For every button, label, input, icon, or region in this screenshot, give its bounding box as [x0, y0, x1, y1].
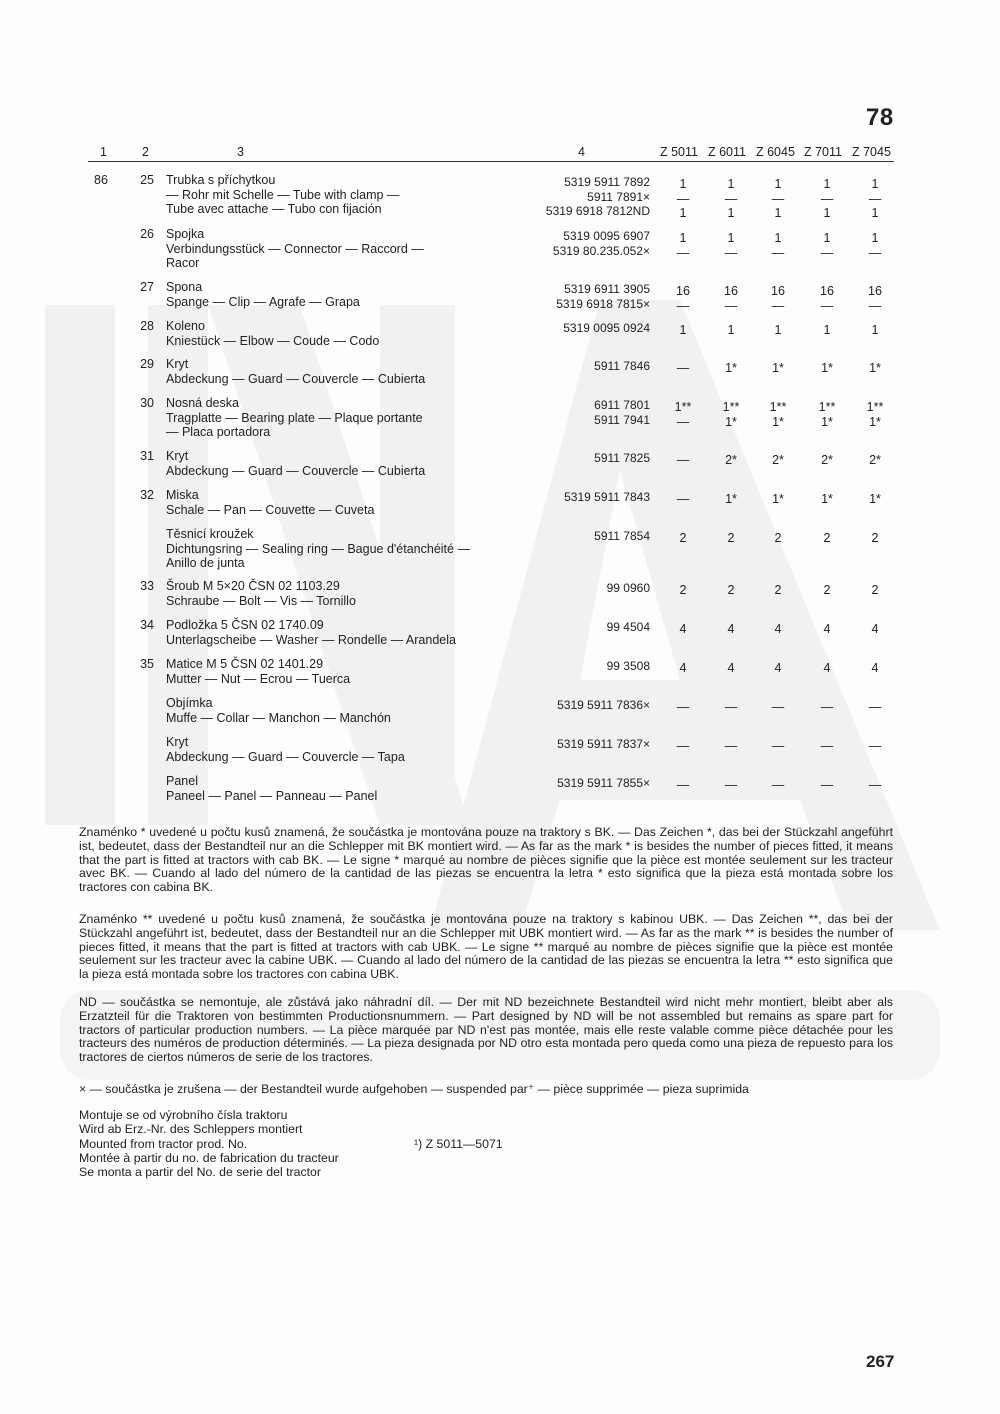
- description-line: Abdeckung — Guard — Couvercle — Cubierta: [166, 463, 426, 478]
- part-description: [166, 527, 526, 571]
- description-line: Abdeckung — Guard — Couvercle — Tapa: [166, 749, 405, 764]
- quantity-cell: 1: [823, 177, 831, 191]
- description-line: Kryt: [166, 449, 189, 463]
- part-number: 5319 5911 7836×: [557, 698, 650, 712]
- note-star: Znaménko * uvedené u počtu kusů znamená, že součástka je montována pouze na traktory s BK. — Das Zeichen *, das bei der Stückzahl angeführt ist, bedeutet, dass der Bestandteil nur an die Schlepper mit BK montiert wird. — As far as the mark * is besides the number of pieces fitted, it means that the part is fitted at tractors with cab BK. — Le signe * marqué au nombre de pièces signifie que la pièce est montée seulement sur les tracteur avec BK. — Cuando al lado del número de la cantidad de las piezas se encuentra la letra * esto significa que la pieza está montada sobre los tractores con cabina BK.: [79, 825, 893, 895]
- description-line: Kniestück — Elbow — Coude — Codo: [166, 333, 380, 348]
- quantity-cell: 1: [774, 231, 782, 245]
- quantity-row: [660, 206, 900, 221]
- part-number: 99 0960: [606, 581, 650, 595]
- quantity-cell: 1: [679, 323, 687, 337]
- quantity-cell: 1: [679, 231, 687, 245]
- part-number: 5319 5911 7855×: [557, 776, 650, 790]
- quantity-cell: 1*: [725, 414, 737, 429]
- quantity-cell: —: [676, 245, 690, 260]
- description-line: Kryt: [166, 357, 189, 371]
- quantity-cell: —: [676, 453, 690, 467]
- quantity-cell: 4: [679, 661, 687, 675]
- quantity-cell: —: [771, 739, 785, 753]
- quantity-cell: —: [724, 298, 738, 313]
- quantity-cell: 1*: [869, 414, 881, 429]
- part-description: [166, 173, 526, 217]
- quantity-cell: —: [820, 298, 834, 313]
- position-number: 29: [140, 357, 154, 371]
- description-line: Abdeckung — Guard — Couvercle — Cubierta: [166, 371, 426, 386]
- quantity-cell: 1: [823, 206, 831, 220]
- quantity-cell: 16: [868, 284, 882, 298]
- description-line: Podložka 5 ČSN 02 1740.09: [166, 618, 324, 632]
- quantity-cell: 4: [679, 622, 687, 636]
- quantity-cell: 2*: [869, 453, 881, 467]
- col-header-partno: 4: [578, 145, 585, 159]
- quantity-row: [660, 778, 900, 793]
- quantity-row: [660, 323, 900, 338]
- mounting-note: [79, 1108, 339, 1179]
- quantity-cell: 1: [774, 206, 782, 220]
- part-number: 5911 7941: [594, 412, 650, 427]
- col-header-ref: 1: [100, 145, 107, 159]
- quantity-row: [660, 246, 900, 261]
- quantity-cell: 2*: [772, 453, 784, 467]
- part-number: 5319 6911 3905: [564, 282, 650, 296]
- quantity-cell: —: [820, 191, 834, 206]
- col-header-model: Z 6011: [708, 145, 746, 159]
- quantity-cell: 2: [823, 583, 831, 597]
- quantity-row: [660, 492, 900, 507]
- description-line: Objímka: [166, 696, 213, 710]
- quantity-cell: —: [724, 739, 738, 753]
- quantity-cell: 4: [727, 622, 735, 636]
- part-description: [166, 735, 526, 764]
- quantity-row: [660, 583, 900, 598]
- quantity-cell: 1**: [674, 400, 692, 414]
- position-number: 28: [140, 319, 154, 333]
- quantity-cell: 2: [871, 531, 879, 545]
- note-double-star: Znaménko ** uvedené u počtu kusů znamená, že součástka je montována pouze na traktory s kabinou UBK. — Das Zeichen **, das bei der Stückzahl angeführt ist, bedeutet, dass der Bestandteil nur an die Schlepper mit UBK montiert wird. — As far as the mark ** is besides the number of pieces fitted, it means that the part is fitted at tractors with cab UBK. — Le signe ** marqué au nombre de pièces signifie que la pièce est montée seulement sur les tracteur avec la cabine UBK. — Cuando al lado del número de la cantidad de las piezas se encuentra la letra ** esto significa que la pieza está montada sobre los tractores con cabina UBK.: [79, 912, 893, 982]
- quantity-row: [660, 231, 900, 246]
- quantity-cell: —: [868, 700, 882, 714]
- description-line: Tragplatte — Bearing plate — Plaque portante: [166, 410, 423, 425]
- quantity-cell: —: [771, 191, 785, 206]
- part-description: [166, 280, 526, 309]
- quantity-row: [660, 739, 900, 754]
- part-number: 99 3508: [606, 659, 650, 673]
- quantity-cell: 1*: [725, 492, 737, 506]
- quantity-cell: —: [771, 700, 785, 714]
- position-number: 34: [140, 618, 154, 632]
- quantity-cell: 16: [676, 284, 690, 298]
- part-number: 5319 5911 7843: [564, 490, 650, 504]
- part-number: 5319 0095 6907: [563, 229, 650, 243]
- quantity-cell: 1: [871, 206, 879, 220]
- quantity-cell: —: [820, 700, 834, 714]
- quantity-cell: 1**: [866, 400, 884, 414]
- quantity-cell: 1: [727, 177, 735, 191]
- quantity-cell: 1: [727, 231, 735, 245]
- quantity-cell: 1: [871, 323, 879, 337]
- part-description: [166, 696, 526, 725]
- position-number: 30: [140, 396, 154, 410]
- quantity-cell: 16: [724, 284, 738, 298]
- quantity-cell: —: [820, 739, 834, 753]
- description-line: Racor: [166, 256, 200, 270]
- quantity-cell: —: [676, 700, 690, 714]
- quantity-cell: —: [676, 778, 690, 792]
- quantity-cell: 1*: [725, 361, 737, 375]
- description-line: Koleno: [166, 319, 205, 333]
- part-number: 99 4504: [606, 620, 650, 634]
- mounting-line: Montuje se od výrobního čísla traktoru: [79, 1108, 288, 1122]
- quantity-cell: 1**: [769, 400, 787, 414]
- quantity-cell: —: [676, 191, 690, 206]
- part-description: [166, 657, 526, 686]
- page-number: 78: [866, 104, 894, 131]
- quantity-cell: 2: [871, 583, 879, 597]
- part-description: [166, 449, 526, 478]
- description-line: Panel: [166, 774, 198, 788]
- quantity-cell: 1: [871, 177, 879, 191]
- description-line: Schale — Pan — Couvette — Cuveta: [166, 502, 375, 517]
- col-header-desc: 3: [237, 145, 244, 159]
- quantity-row: [660, 400, 900, 415]
- part-number: 5319 6918 7815×: [556, 296, 650, 311]
- quantity-cell: 4: [727, 661, 735, 675]
- part-description: [166, 774, 526, 803]
- col-header-pos: 2: [142, 145, 149, 159]
- part-number: 5911 7846: [594, 359, 650, 373]
- quantity-cell: —: [676, 739, 690, 753]
- quantity-cell: 2: [823, 531, 831, 545]
- mounting-reference: ¹) Z 5011—5071: [414, 1137, 503, 1151]
- quantity-cell: 1: [727, 206, 735, 220]
- part-number: 5911 7854: [594, 529, 650, 543]
- quantity-cell: 1: [823, 323, 831, 337]
- quantity-cell: 2: [774, 583, 782, 597]
- quantity-cell: —: [771, 245, 785, 260]
- quantity-cell: 1*: [772, 492, 784, 506]
- description-line: Paneel — Panel — Panneau — Panel: [166, 788, 378, 803]
- part-description: [166, 319, 526, 348]
- quantity-row: [660, 531, 900, 546]
- mounting-line: Se monta a partir del No. de serie del tractor: [79, 1165, 321, 1180]
- description-line: Kryt: [166, 735, 189, 749]
- quantity-cell: —: [868, 739, 882, 753]
- quantity-cell: —: [676, 414, 690, 429]
- part-number: 5319 6918 7812ND: [545, 204, 650, 218]
- quantity-cell: 2: [727, 583, 735, 597]
- quantity-cell: —: [676, 361, 690, 375]
- part-number: 5911 7891×: [587, 189, 650, 204]
- description-line: — Rohr mit Schelle — Tube with clamp —: [166, 187, 400, 202]
- header-rule: [88, 161, 894, 162]
- footer-page-number: 267: [866, 1352, 895, 1371]
- quantity-cell: 1*: [772, 361, 784, 375]
- mounting-line: Montée à partir du no. de fabrication du tracteur: [79, 1150, 339, 1165]
- description-line: Verbindungsstück — Connector — Raccord —: [166, 241, 424, 256]
- quantity-cell: 4: [823, 661, 831, 675]
- quantity-row: [660, 453, 900, 468]
- description-line: Spona: [166, 280, 203, 294]
- quantity-cell: 2: [679, 531, 687, 545]
- description-line: Anillo de junta: [166, 556, 245, 570]
- quantity-cell: 4: [823, 622, 831, 636]
- part-number: 6911 7801: [594, 398, 650, 412]
- part-number: 5319 0095 0924: [563, 321, 650, 335]
- quantity-cell: 2*: [725, 453, 737, 467]
- quantity-cell: 16: [820, 284, 834, 298]
- quantity-cell: —: [724, 700, 738, 714]
- quantity-cell: 1: [871, 231, 879, 245]
- quantity-cell: 2: [774, 531, 782, 545]
- quantity-cell: 1**: [722, 400, 740, 414]
- quantity-cell: 4: [871, 661, 879, 675]
- quantity-cell: 1: [774, 177, 782, 191]
- part-number: 5319 80.235.052×: [552, 243, 650, 258]
- quantity-cell: 1*: [821, 492, 833, 506]
- col-header-model: Z 7045: [852, 145, 891, 159]
- description-line: Nosná deska: [166, 396, 239, 410]
- col-header-model: Z 6045: [756, 145, 795, 159]
- quantity-cell: 1*: [869, 361, 881, 375]
- part-description: [166, 357, 526, 386]
- note-suspended: × — součástka je zrušena — der Bestandteil wurde aufgehoben — suspended par⁺ — pièce supprimée — pieza suprimida: [79, 1082, 749, 1096]
- quantity-cell: 1*: [869, 492, 881, 506]
- quantity-cell: —: [868, 191, 882, 206]
- quantity-cell: 1**: [818, 400, 836, 414]
- quantity-cell: —: [820, 245, 834, 260]
- quantity-cell: 4: [871, 622, 879, 636]
- quantity-cell: —: [868, 298, 882, 313]
- quantity-row: [660, 177, 900, 192]
- quantity-cell: —: [868, 778, 882, 792]
- quantity-cell: —: [724, 245, 738, 260]
- part-number: 5319 5911 7892: [564, 175, 650, 189]
- quantity-row: [660, 700, 900, 715]
- quantity-cell: 1: [823, 231, 831, 245]
- quantity-row: [660, 361, 900, 376]
- description-line: Spojka: [166, 227, 205, 241]
- description-line: Unterlagscheibe — Washer — Rondelle — Arandela: [166, 632, 456, 647]
- col-header-model: Z 7011: [804, 145, 842, 159]
- ref-number: 86: [94, 173, 108, 187]
- part-description: [166, 488, 526, 517]
- mounting-line: Mounted from tractor prod. No.: [79, 1136, 248, 1151]
- part-description: [166, 618, 526, 647]
- quantity-cell: 1: [679, 206, 687, 220]
- quantity-cell: 1: [774, 323, 782, 337]
- quantity-cell: 1*: [772, 414, 784, 429]
- position-number: 27: [140, 280, 154, 294]
- quantity-cell: —: [724, 191, 738, 206]
- description-line: Dichtungsring — Sealing ring — Bague d'étanchéité —: [166, 541, 470, 556]
- part-number: 5911 7825: [594, 451, 650, 465]
- quantity-row: [660, 284, 900, 299]
- description-line: Tube avec attache — Tubo con fijación: [166, 202, 382, 216]
- quantity-cell: 2: [727, 531, 735, 545]
- quantity-cell: —: [868, 245, 882, 260]
- description-line: Schraube — Bolt — Vis — Tornillo: [166, 593, 356, 608]
- part-description: [166, 227, 526, 271]
- quantity-cell: 1*: [821, 414, 833, 429]
- quantity-cell: —: [676, 492, 690, 506]
- quantity-row: [660, 415, 900, 430]
- quantity-cell: —: [771, 778, 785, 792]
- part-description: [166, 396, 526, 440]
- note-nd: ND — součástka se nemontuje, ale zůstává jako náhradní díl. — Der mit ND bezeichnete Bestandteil wird nicht mehr montiert, bleibt aber als Erzatzteil für die Traktoren von bestimmten Productionsnummern. — Part designed by ND will be not assembled but remains as spare part for tractors of particular production numbers. — La pièce marquée par ND n'est pas montée, mais elle reste valable comme pièce détachée pour les tracteurs des numéros de production déterminés. — La pieza designada por ND otro esta montada pero queda como una pieza de repuesto para los tractores de ciertos números de serie de los tractores.: [79, 995, 893, 1065]
- position-number: 25: [140, 173, 154, 187]
- part-number: 5319 5911 7837×: [557, 737, 650, 751]
- position-number: 26: [140, 227, 154, 241]
- quantity-cell: 16: [771, 284, 785, 298]
- position-number: 35: [140, 657, 154, 671]
- quantity-cell: 2: [679, 583, 687, 597]
- quantity-cell: —: [676, 298, 690, 313]
- quantity-row: [660, 192, 900, 207]
- quantity-row: [660, 661, 900, 676]
- mounting-line: Wird ab Erz.-Nr. des Schleppers montiert: [79, 1122, 303, 1137]
- description-line: Muffe — Collar — Manchon — Manchón: [166, 710, 391, 725]
- quantity-row: [660, 299, 900, 314]
- quantity-cell: —: [724, 778, 738, 792]
- description-line: Těsnicí kroužek: [166, 527, 254, 541]
- part-description: [166, 579, 526, 608]
- quantity-cell: 4: [774, 661, 782, 675]
- description-line: Šroub M 5×20 ČSN 02 1103.29: [166, 579, 340, 593]
- position-number: 31: [140, 449, 154, 463]
- quantity-cell: —: [771, 298, 785, 313]
- description-line: Matice M 5 ČSN 02 1401.29: [166, 657, 324, 671]
- description-line: Spange — Clip — Agrafe — Grapa: [166, 294, 360, 309]
- position-number: 32: [140, 488, 154, 502]
- position-number: 33: [140, 579, 154, 593]
- description-line: — Placa portadora: [166, 425, 271, 439]
- quantity-cell: 2*: [821, 453, 833, 467]
- description-line: Trubka s příchytkou: [166, 173, 276, 187]
- quantity-cell: 1: [679, 177, 687, 191]
- quantity-cell: 1: [727, 323, 735, 337]
- description-line: Miska: [166, 488, 199, 502]
- description-line: Mutter — Nut — Ecrou — Tuerca: [166, 671, 351, 686]
- col-header-model: Z 5011: [660, 145, 698, 159]
- quantity-row: [660, 622, 900, 637]
- quantity-cell: 4: [774, 622, 782, 636]
- quantity-cell: 1*: [821, 361, 833, 375]
- quantity-cell: —: [820, 778, 834, 792]
